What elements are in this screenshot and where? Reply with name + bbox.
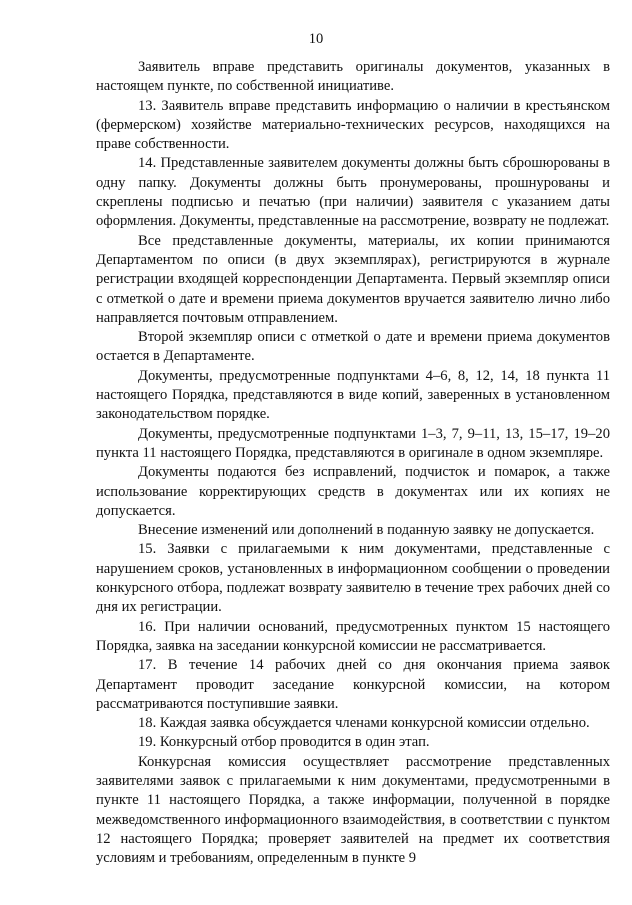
paragraph: Документы, предусмотренные подпунктами 4–6, 8, 12, 14, 18 пункта 11 настоящего Порядка, представляются в виде копий, заверенных в установленном законодательством порядке.: [96, 367, 610, 423]
paragraph: Второй экземпляр описи с отметкой о дате и времени приема документов остается в Департаменте.: [96, 329, 610, 365]
paragraph: Конкурсная комиссия осуществляет рассмотрение представленных заявителями заявок с прилагаемыми к ним документами, предусмотренными в пункте 11 настоящего Порядка, а также информации, полученной в порядке межведомственного информационного взаимодействия, в соответствии с пунктом 12 настоящего Порядка; проверяет заявителей на предмет их соответствия условиям и требованиям, определенным в пункте 9: [96, 753, 610, 867]
page-number: 10: [308, 31, 324, 47]
paragraph: 16. При наличии оснований, предусмотренных пунктом 15 настоящего Порядка, заявка на заседании конкурсной комиссии не рассматривается.: [96, 618, 610, 654]
paragraph: 14. Представленные заявителем документы должны быть сброшюрованы в одну папку. Документы должны быть пронумерованы, прошнурованы и скреплены подписью и печатью (при наличии) заявителя с указанием даты оформления. Документы, представленные на рассмотрение, возврату не подлежат.: [96, 155, 610, 230]
paragraph: Документы, предусмотренные подпунктами 1–3, 7, 9–11, 13, 15–17, 19–20 пункта 11 настоящего Порядка, представляются в оригинале в одном экземпляре.: [96, 425, 610, 461]
paragraph: 13. Заявитель вправе представить информацию о наличии в крестьянском (фермерском) хозяйстве материально-технических ресурсов, находящихся на праве собственности.: [96, 97, 610, 153]
paragraph: Внесение изменений или дополнений в поданную заявку не допускается.: [138, 522, 595, 539]
paragraph: 19. Конкурсный отбор проводится в один этап.: [138, 734, 430, 751]
paragraph: Заявитель вправе представить оригиналы документов, указанных в настоящем пункте, по собственной инициативе.: [96, 59, 610, 95]
document-body: [96, 58, 610, 868]
paragraph: 17. В течение 14 рабочих дней со дня окончания приема заявок Департамент проводит заседание конкурсной комиссии, на котором рассматриваются поступившие заявки.: [96, 657, 610, 712]
paragraph: Все представленные документы, материалы, их копии принимаются Департаментом по описи (в двух экземплярах), регистрируются в журнале регистрации входящей корреспонденции Департамента. Первый экземпляр описи с отметкой о дате и времени приема документов вручается заявителю лично либо направляется почтовым отправлением.: [96, 232, 610, 326]
paragraph: Документы подаются без исправлений, подчисток и помарок, а также использование корректирующих средств в документах или их копиях не допускается.: [96, 464, 610, 519]
paragraph: 18. Каждая заявка обсуждается членами конкурсной комиссии отдельно.: [138, 715, 590, 732]
paragraph: 15. Заявки с прилагаемыми к ним документами, представленные с нарушением сроков, установленных в информационном сообщении о проведении конкурсного отбора, подлежат возврату заявителю в течение трех рабочих дней со дня их регистрации.: [96, 541, 610, 616]
